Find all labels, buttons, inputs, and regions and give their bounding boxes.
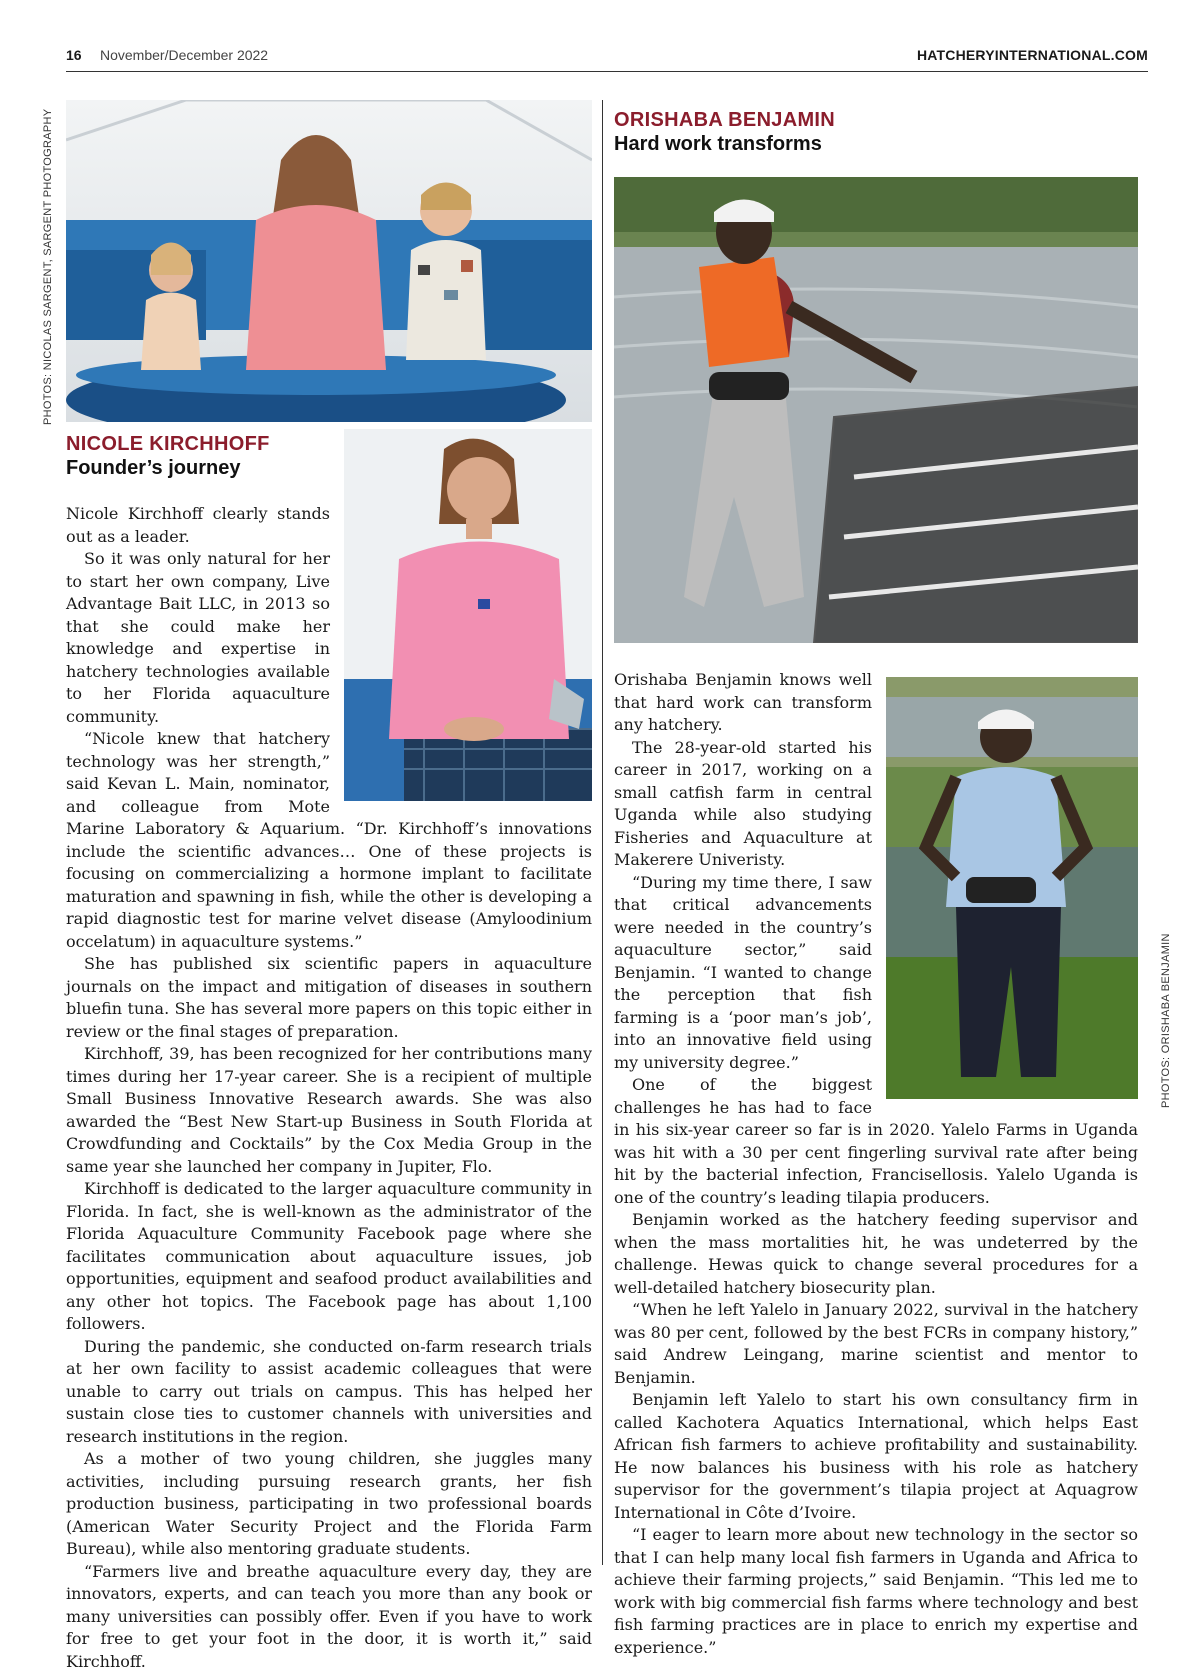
right-paragraph: Benjamin left Yalelo to start his own consultancy firm in called Kachotera Aquatics International, which helps East African fish farmers to achieve profitability and sustainability. He now balances his business with his role as hatchery supervisor for the government’s tilapia project at Aquagrow International in Côte d’Ivoire. — [614, 1389, 1138, 1524]
left-article-body — [66, 421, 592, 1673]
right-paragraph: Orishaba Benjamin knows well that hard work can transform any hatchery. — [614, 669, 1138, 737]
left-paragraph: Nicole Kirchhoff clearly stands out as a leader. — [66, 503, 592, 548]
issue-date: November/December 2022 — [100, 47, 268, 63]
right-paragraph: Benjamin worked as the hatchery feeding supervisor and when the mass mortalities hit, he was undeterred by the challenge. Hewas quick to change several procedures for a well-detailed hatchery biosecurity plan. — [614, 1209, 1138, 1299]
right-paragraph: “When he left Yalelo in January 2022, survival in the hatchery was 80 per cent, followed by the best FCRs in company history,” said Andrew Leingang, marine scientist and mentor to Benjamin. — [614, 1299, 1138, 1389]
photo-credit-left: PHOTOS: NICOLAS SARGENT, SARGENT PHOTOGRAPHY — [42, 109, 54, 425]
left-paragraph: “Farmers live and breathe aquaculture every day, they are innovators, experts, and can teach you more than any book or many universities can possibly offer. Even if you have to work for free to get your foot in the door, it is worth it,” said Kirchhoff. — [66, 1561, 592, 1673]
left-paragraph: “Nicole knew that hatchery technology was her strength,” said Kevan L. Main, nominator, and colleague from Mote Marine Laboratory & Aquarium. “Dr. Kirchhoff’s innovations include the scientific advances… One of these projects is focusing on commercializing a hormone implant to facilitate maturation and spawning in fish, while the other is developing a rapid diagnostic test for marine velvet disease (Amyloodinium occelatum) in aquaculture systems.” — [66, 728, 592, 953]
right-paragraph: “I eager to learn more about new technology in the sector so that I can help many local fish farmers in Uganda and Africa to achieve their farming projects,” said Benjamin. “This led me to work with big commercial fish farms where technology and best fish farming practices are in place to enrich my expertise and experience.” — [614, 1524, 1138, 1659]
site-name: HATCHERYINTERNATIONAL.COM — [917, 47, 1148, 63]
photo-kirchhoff-family — [66, 100, 592, 422]
left-paragraph: So it was only natural for her to start her own company, Live Advantage Bait LLC, in 2013 so that she could make her knowledge and expertise in hatchery technologies available to her Florida aquaculture community. — [66, 548, 592, 728]
right-paragraph: “During my time there, I saw that critical advancements were needed in the country’s aquaculture sector,” said Benjamin. “I wanted to change the perception that fish farming is a ‘poor man’s job’, into an innovative field using my university degree.” — [614, 872, 1138, 1075]
photo-kirchhoff-portrait — [344, 429, 592, 801]
photo-credit-right: PHOTOS: ORISHABA BENJAMIN — [1160, 933, 1172, 1108]
left-paragraph: Kirchhoff, 39, has been recognized for her contributions many times during her 17-year career. She is a recipient of multiple Small Business Innovative Research awards. She was also awarded the “Best New Start-up Business in South Florida at Crowdfunding and Cocktails” by the Cox Media Group in the same year she launched her company in Jupiter, Flo. — [66, 1043, 592, 1178]
left-dek: Founder’s journey — [66, 457, 240, 480]
page-number: 16 — [66, 47, 82, 63]
header-rule — [66, 71, 1148, 72]
column-divider — [602, 100, 603, 1565]
left-paragraph: Kirchhoff is dedicated to the larger aquaculture community in Florida. In fact, she is well-known as the administrator of the Florida Aquaculture Community Facebook page where she facilitates communication about aquaculture issues, job opportunities, equipment and seafood product availabilities and any other hot topics. The Facebook page has about 1,100 followers. — [66, 1178, 592, 1336]
left-paragraph: She has published six scientific papers in aquaculture journals on the impact and mitigation of diseases in southern bluefin tuna. She has several more papers on this topic either in review or the final stages of preparation. — [66, 953, 592, 1043]
right-dek: Hard work transforms — [614, 133, 822, 156]
photo-benjamin-portrait — [886, 677, 1138, 1099]
left-paragraph: As a mother of two young children, she juggles many activities, including pursuing research grants, her fish production business, participating in two professional boards (American Water Security Project and the Florida Farm Bureau), while also mentoring graduate students. — [66, 1448, 592, 1561]
right-kicker: ORISHABA BENJAMIN — [614, 109, 835, 132]
right-article-body — [614, 669, 1138, 1659]
right-paragraph: One of the biggest challenges he has had to face in his six-year career so far is in 2020. Yalelo Farms in Uganda was hit with a 30 per cent fingerling survival rate after being hit by the bacterial infection, Francisellosis. Yalelo Uganda is one of the country’s leading tilapia producers. — [614, 1074, 1138, 1209]
left-kicker: NICOLE KIRCHHOFF — [66, 433, 270, 456]
right-paragraph: The 28-year-old started his career in 2017, working on a small catfish farm in central Uganda while also studying Fisheries and Aquaculture at Makerere Univeristy. — [614, 737, 1138, 872]
left-paragraph: During the pandemic, she conducted on-farm research trials at her own facility to assist academic colleagues that were unable to carry out trials on campus. This has helped her sustain close ties to customer channels with universities and research institutions in the region. — [66, 1336, 592, 1449]
photo-benjamin-net — [614, 177, 1138, 643]
